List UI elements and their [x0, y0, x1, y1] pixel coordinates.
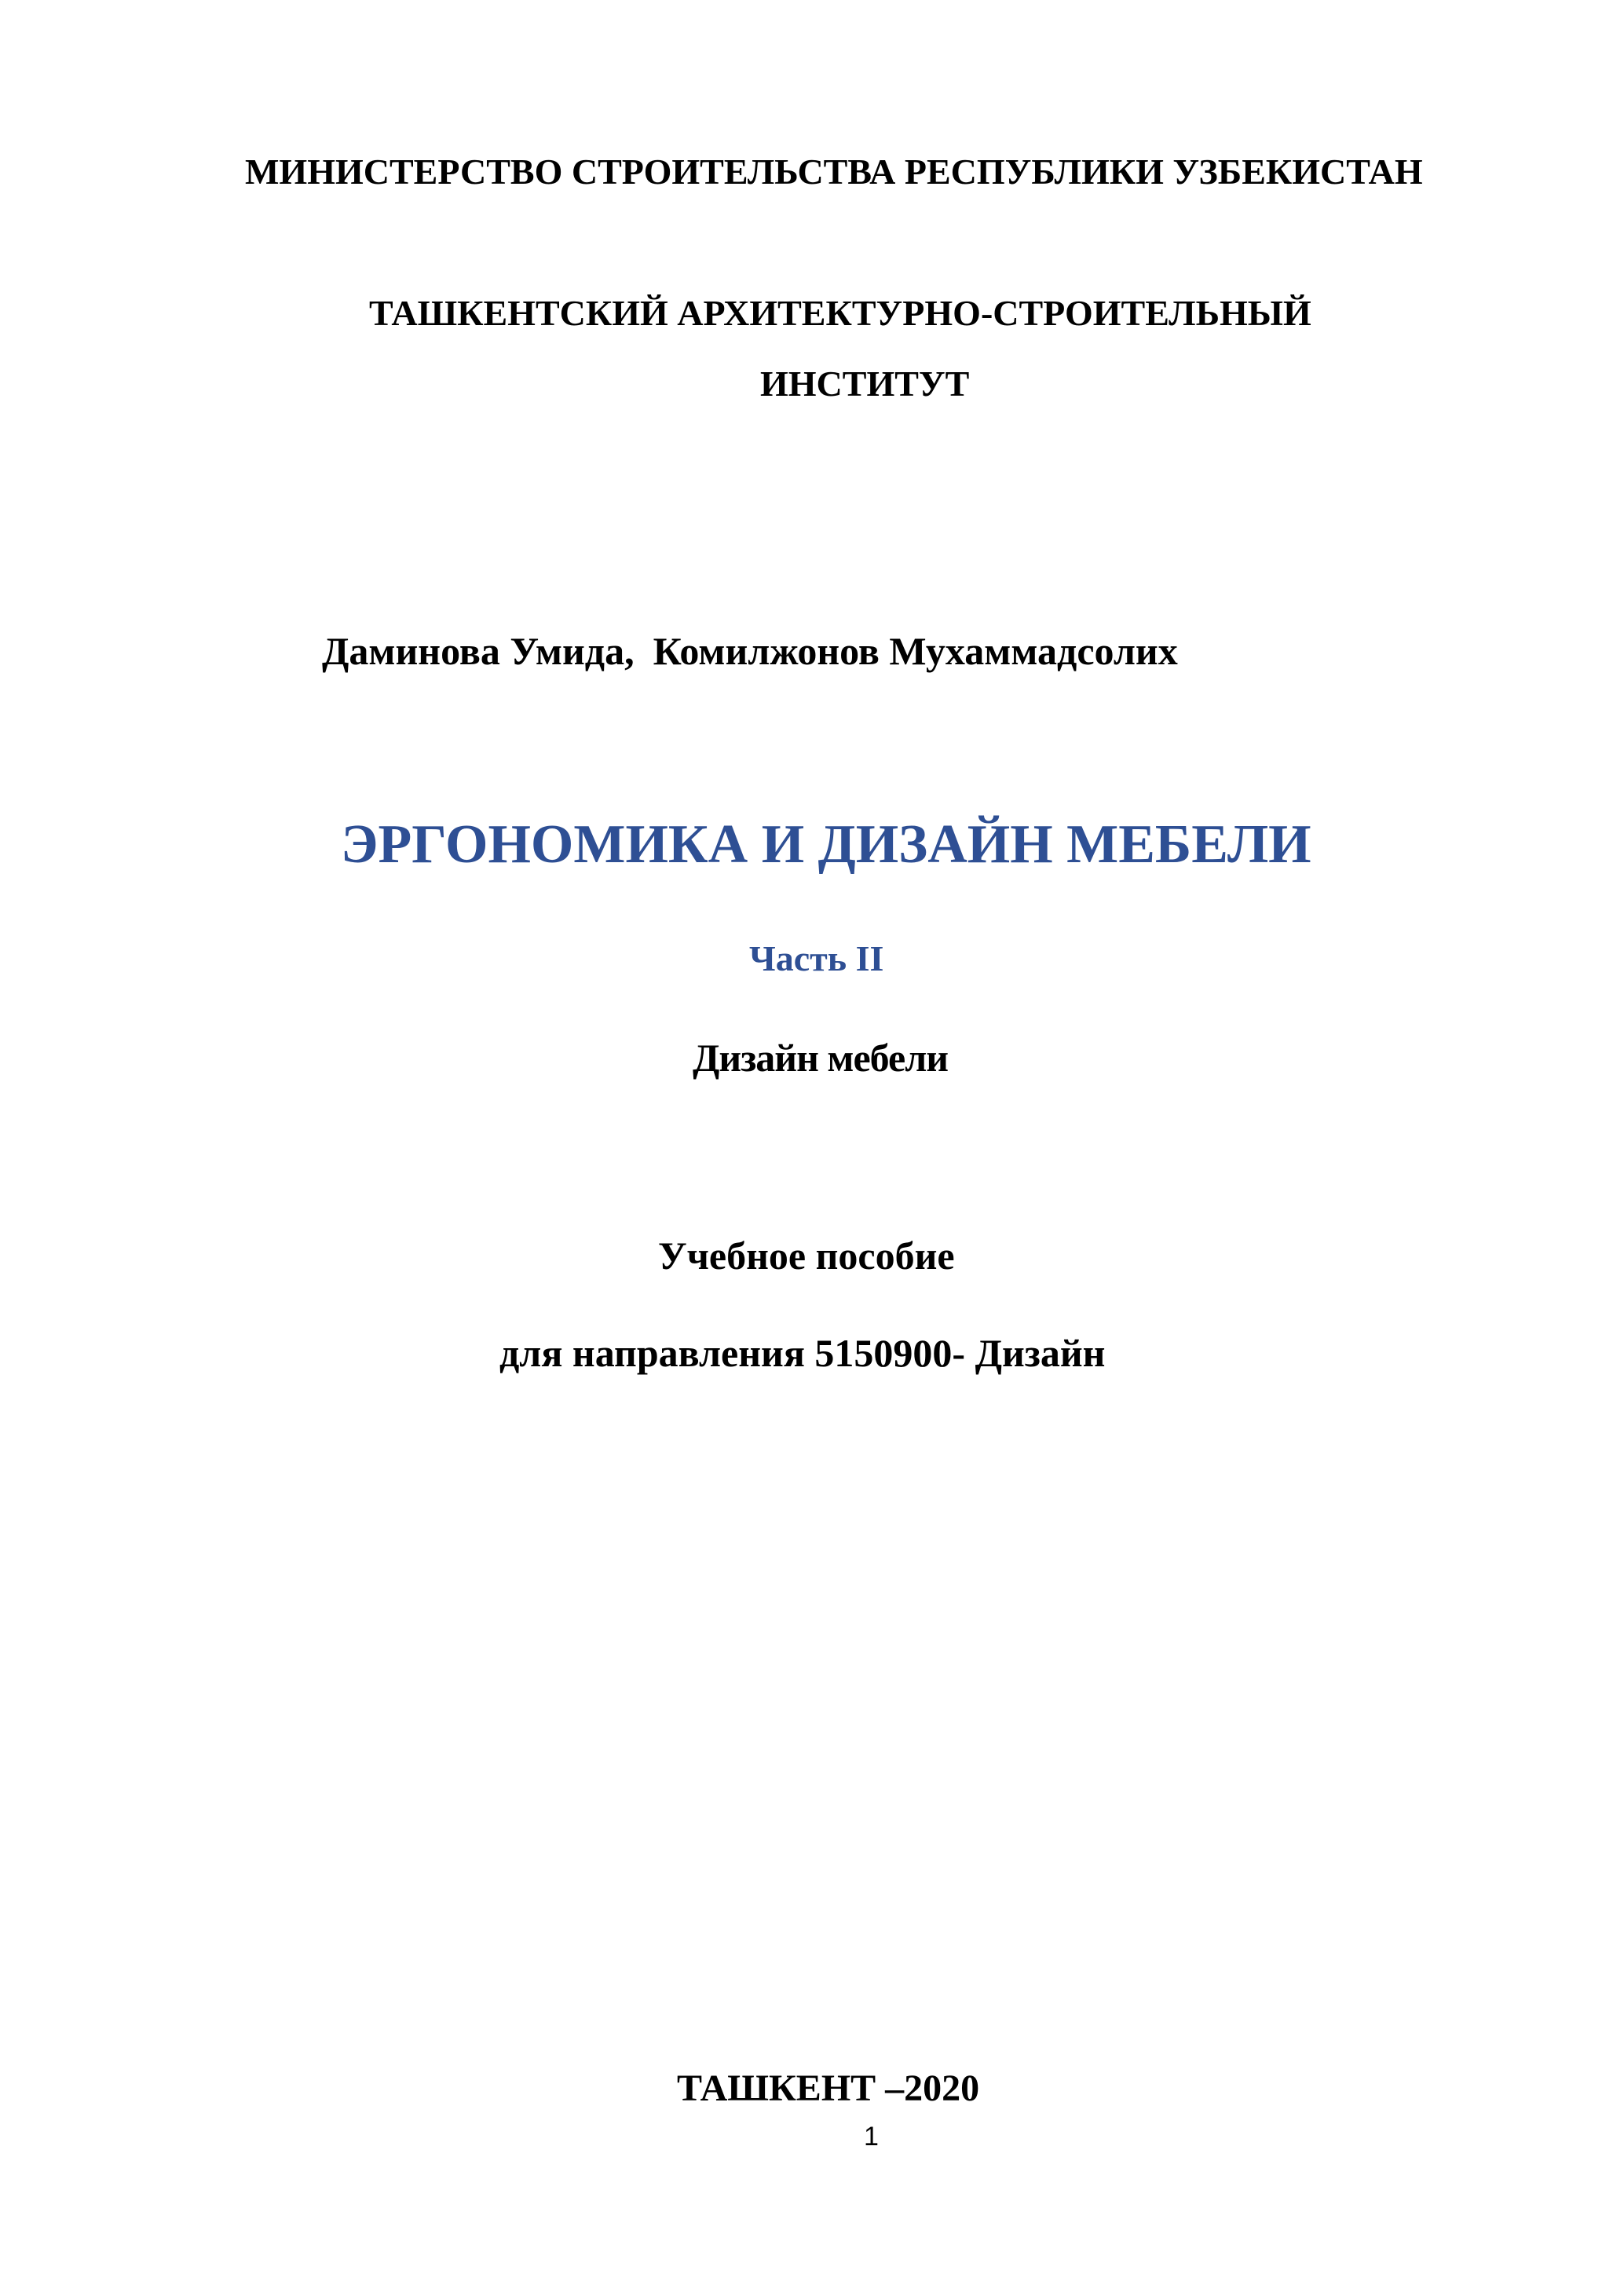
ministry-heading: МИНИСТЕРСТВО СТРОИТЕЛЬСТВА РЕСПУБЛИКИ УЗБЕКИСТАН [245, 152, 1423, 192]
book-subtitle: Дизайн мебели [693, 1036, 949, 1080]
institute-heading-line1: ТАШКЕНТСКИЙ АРХИТЕКТУРНО-СТРОИТЕЛЬНЫЙ [369, 293, 1311, 333]
authors [322, 628, 1178, 674]
author-1: Даминова Умида, [322, 629, 635, 673]
book-title: ЭРГОНОМИКА И ДИЗАЙН МЕБЕЛИ [341, 814, 1311, 875]
institute-heading-line2: ИНСТИТУТ [760, 364, 970, 404]
study-direction: для направления 5150900- Дизайн [499, 1331, 1106, 1375]
page-number: 1 [864, 2122, 879, 2152]
document-type: Учебное пособие [658, 1234, 955, 1278]
city-year: ТАШКЕНТ –2020 [677, 2067, 980, 2109]
book-part: Часть II [749, 938, 884, 978]
author-2: Комилжонов Мухаммадсолих [653, 629, 1178, 673]
